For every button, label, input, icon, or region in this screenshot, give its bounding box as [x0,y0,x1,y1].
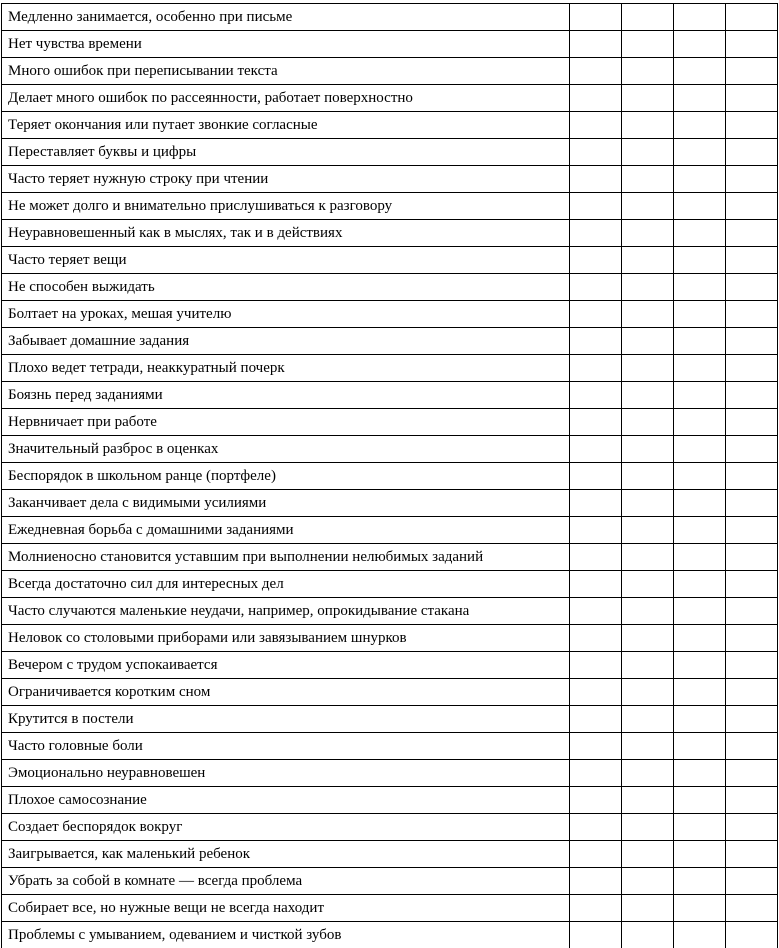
table-row [2,868,778,895]
item-text-cell: Плохое самосознание [2,787,570,814]
answer-cell[interactable] [726,436,778,463]
answer-cell[interactable] [622,463,674,490]
answer-cell[interactable] [622,922,674,948]
answer-cell[interactable] [674,328,726,355]
answer-cell[interactable] [570,571,622,598]
table-row [2,112,778,139]
answer-cell[interactable] [622,544,674,571]
item-text-cell: Заканчивает дела с видимыми усилиями [2,490,570,517]
answer-cell[interactable] [622,166,674,193]
answer-cell[interactable] [726,382,778,409]
answer-cell[interactable] [570,922,622,948]
answer-cell[interactable] [622,274,674,301]
answer-cell[interactable] [570,193,622,220]
answer-cell[interactable] [726,814,778,841]
item-text-cell: Не может долго и внимательно прислушиваться к разговору [2,193,570,220]
answer-cell[interactable] [674,544,726,571]
answer-cell[interactable] [570,760,622,787]
answer-cell[interactable] [570,436,622,463]
answer-cell[interactable] [570,4,622,31]
answer-cell[interactable] [726,868,778,895]
answer-cell[interactable] [622,760,674,787]
table-row [2,4,778,31]
answer-cell[interactable] [726,409,778,436]
answer-cell[interactable] [726,31,778,58]
answer-cell[interactable] [674,247,726,274]
answer-cell[interactable] [674,598,726,625]
table-row [2,355,778,382]
answer-cell[interactable] [674,571,726,598]
answer-cell[interactable] [570,679,622,706]
answer-cell[interactable] [726,301,778,328]
item-text-cell: Всегда достаточно сил для интересных дел [2,571,570,598]
answer-cell[interactable] [570,382,622,409]
symptom-checklist-table [1,3,778,948]
answer-cell[interactable] [622,31,674,58]
answer-cell[interactable] [674,409,726,436]
table-row [2,760,778,787]
table-row [2,328,778,355]
item-text-cell: Часто случаются маленькие неудачи, например, опрокидывание стакана [2,598,570,625]
answer-cell[interactable] [622,4,674,31]
answer-cell[interactable] [726,247,778,274]
answer-cell[interactable] [622,58,674,85]
answer-cell[interactable] [726,733,778,760]
item-text-cell: Теряет окончания или путает звонкие согласные [2,112,570,139]
item-text-cell: Нет чувства времени [2,31,570,58]
answer-cell[interactable] [570,85,622,112]
item-text-cell: Ежедневная борьба с домашними заданиями [2,517,570,544]
answer-cell[interactable] [674,463,726,490]
item-text-cell: Не способен выжидать [2,274,570,301]
answer-cell[interactable] [674,895,726,922]
answer-cell[interactable] [726,4,778,31]
table-row [2,274,778,301]
item-text-cell: Проблемы с умыванием, одеванием и чисткой зубов [2,922,570,948]
answer-cell[interactable] [726,328,778,355]
answer-cell[interactable] [726,85,778,112]
table-row [2,922,778,948]
table-row [2,220,778,247]
table-row [2,544,778,571]
answer-cell[interactable] [726,841,778,868]
answer-cell[interactable] [622,382,674,409]
answer-cell[interactable] [622,625,674,652]
item-text-cell: Много ошибок при переписывании текста [2,58,570,85]
answer-cell[interactable] [570,58,622,85]
table-row [2,598,778,625]
table-row [2,247,778,274]
answer-cell[interactable] [570,220,622,247]
answer-cell[interactable] [726,139,778,166]
answer-cell[interactable] [674,166,726,193]
answer-cell[interactable] [726,760,778,787]
answer-cell[interactable] [570,274,622,301]
answer-cell[interactable] [622,220,674,247]
table-row [2,571,778,598]
answer-cell[interactable] [570,139,622,166]
answer-cell[interactable] [570,895,622,922]
answer-cell[interactable] [570,31,622,58]
answer-cell[interactable] [622,814,674,841]
answer-cell[interactable] [674,679,726,706]
answer-cell[interactable] [674,436,726,463]
item-text-cell: Убрать за собой в комнате — всегда проблема [2,868,570,895]
answer-cell[interactable] [674,31,726,58]
item-text-cell: Крутится в постели [2,706,570,733]
item-text-cell: Забывает домашние задания [2,328,570,355]
answer-cell[interactable] [622,328,674,355]
answer-cell[interactable] [622,841,674,868]
item-text-cell: Заигрывается, как маленький ребенок [2,841,570,868]
answer-cell[interactable] [674,382,726,409]
answer-cell[interactable] [726,58,778,85]
answer-cell[interactable] [674,652,726,679]
answer-cell[interactable] [570,247,622,274]
answer-cell[interactable] [570,166,622,193]
answer-cell[interactable] [674,301,726,328]
answer-cell[interactable] [570,355,622,382]
item-text-cell: Создает беспорядок вокруг [2,814,570,841]
answer-cell[interactable] [622,490,674,517]
answer-cell[interactable] [674,193,726,220]
item-text-cell: Вечером с трудом успокаивается [2,652,570,679]
table-row [2,58,778,85]
answer-cell[interactable] [622,733,674,760]
table-row [2,517,778,544]
answer-cell[interactable] [726,652,778,679]
item-text-cell: Плохо ведет тетради, неаккуратный почерк [2,355,570,382]
table-row [2,301,778,328]
answer-cell[interactable] [726,895,778,922]
item-text-cell: Собирает все, но нужные вещи не всегда находит [2,895,570,922]
answer-cell[interactable] [622,787,674,814]
item-text-cell: Эмоционально неуравновешен [2,760,570,787]
answer-cell[interactable] [622,436,674,463]
answer-cell[interactable] [622,85,674,112]
answer-cell[interactable] [622,193,674,220]
answer-cell[interactable] [570,787,622,814]
table-row [2,85,778,112]
answer-cell[interactable] [622,868,674,895]
answer-cell[interactable] [674,625,726,652]
table-row [2,814,778,841]
item-text-cell: Часто теряет вещи [2,247,570,274]
checklist-body [2,4,778,948]
table-row [2,409,778,436]
answer-cell[interactable] [570,544,622,571]
answer-cell[interactable] [570,112,622,139]
answer-cell[interactable] [570,652,622,679]
answer-cell[interactable] [674,4,726,31]
table-row [2,436,778,463]
item-text-cell: Ограничивается коротким сном [2,679,570,706]
answer-cell[interactable] [726,517,778,544]
table-row [2,679,778,706]
answer-cell[interactable] [622,679,674,706]
answer-cell[interactable] [674,355,726,382]
item-text-cell: Делает много ошибок по рассеянности, работает поверхностно [2,85,570,112]
answer-cell[interactable] [570,328,622,355]
answer-cell[interactable] [726,490,778,517]
answer-cell[interactable] [726,625,778,652]
answer-cell[interactable] [674,490,726,517]
table-row [2,382,778,409]
table-row [2,787,778,814]
answer-cell[interactable] [674,58,726,85]
answer-cell[interactable] [622,355,674,382]
answer-cell[interactable] [570,706,622,733]
answer-cell[interactable] [726,679,778,706]
answer-cell[interactable] [674,220,726,247]
answer-cell[interactable] [726,463,778,490]
item-text-cell: Боязнь перед заданиями [2,382,570,409]
answer-cell[interactable] [570,868,622,895]
table-row [2,706,778,733]
answer-cell[interactable] [726,112,778,139]
answer-cell[interactable] [726,220,778,247]
table-row [2,31,778,58]
answer-cell[interactable] [622,301,674,328]
item-text-cell: Значительный разброс в оценках [2,436,570,463]
answer-cell[interactable] [570,598,622,625]
answer-cell[interactable] [674,274,726,301]
answer-cell[interactable] [622,139,674,166]
item-text-cell: Часто головные боли [2,733,570,760]
table-row [2,166,778,193]
answer-cell[interactable] [570,490,622,517]
answer-cell[interactable] [726,706,778,733]
answer-cell[interactable] [674,841,726,868]
item-text-cell: Неловок со столовыми приборами или завязыванием шнурков [2,625,570,652]
table-row [2,652,778,679]
answer-cell[interactable] [726,598,778,625]
answer-cell[interactable] [570,625,622,652]
answer-cell[interactable] [674,85,726,112]
answer-cell[interactable] [570,814,622,841]
answer-cell[interactable] [674,922,726,948]
item-text-cell: Нервничает при работе [2,409,570,436]
item-text-cell: Неуравновешенный как в мыслях, так и в действиях [2,220,570,247]
answer-cell[interactable] [570,733,622,760]
answer-cell[interactable] [570,841,622,868]
table-row [2,625,778,652]
answer-cell[interactable] [622,247,674,274]
answer-cell[interactable] [674,760,726,787]
answer-cell[interactable] [726,787,778,814]
answer-cell[interactable] [570,463,622,490]
answer-cell[interactable] [674,868,726,895]
answer-cell[interactable] [622,571,674,598]
item-text-cell: Часто теряет нужную строку при чтении [2,166,570,193]
answer-cell[interactable] [674,787,726,814]
answer-cell[interactable] [726,922,778,948]
answer-cell[interactable] [674,139,726,166]
answer-cell[interactable] [570,517,622,544]
item-text-cell: Болтает на уроках, мешая учителю [2,301,570,328]
answer-cell[interactable] [726,166,778,193]
table-row [2,139,778,166]
answer-cell[interactable] [570,409,622,436]
answer-cell[interactable] [622,652,674,679]
item-text-cell: Медленно занимается, особенно при письме [2,4,570,31]
answer-cell[interactable] [726,571,778,598]
answer-cell[interactable] [726,274,778,301]
answer-cell[interactable] [726,544,778,571]
answer-cell[interactable] [674,112,726,139]
table-row [2,841,778,868]
item-text-cell: Переставляет буквы и цифры [2,139,570,166]
answer-cell[interactable] [674,733,726,760]
table-row [2,463,778,490]
answer-cell[interactable] [674,517,726,544]
table-row [2,895,778,922]
answer-cell[interactable] [622,706,674,733]
answer-cell[interactable] [622,517,674,544]
item-text-cell: Беспорядок в школьном ранце (портфеле) [2,463,570,490]
answer-cell[interactable] [674,706,726,733]
item-text-cell: Молниеносно становится уставшим при выполнении нелюбимых заданий [2,544,570,571]
answer-cell[interactable] [622,112,674,139]
answer-cell[interactable] [622,409,674,436]
answer-cell[interactable] [674,814,726,841]
answer-cell[interactable] [622,895,674,922]
table-row [2,733,778,760]
table-row [2,193,778,220]
answer-cell[interactable] [726,355,778,382]
answer-cell[interactable] [726,193,778,220]
answer-cell[interactable] [570,301,622,328]
table-row [2,490,778,517]
answer-cell[interactable] [622,598,674,625]
